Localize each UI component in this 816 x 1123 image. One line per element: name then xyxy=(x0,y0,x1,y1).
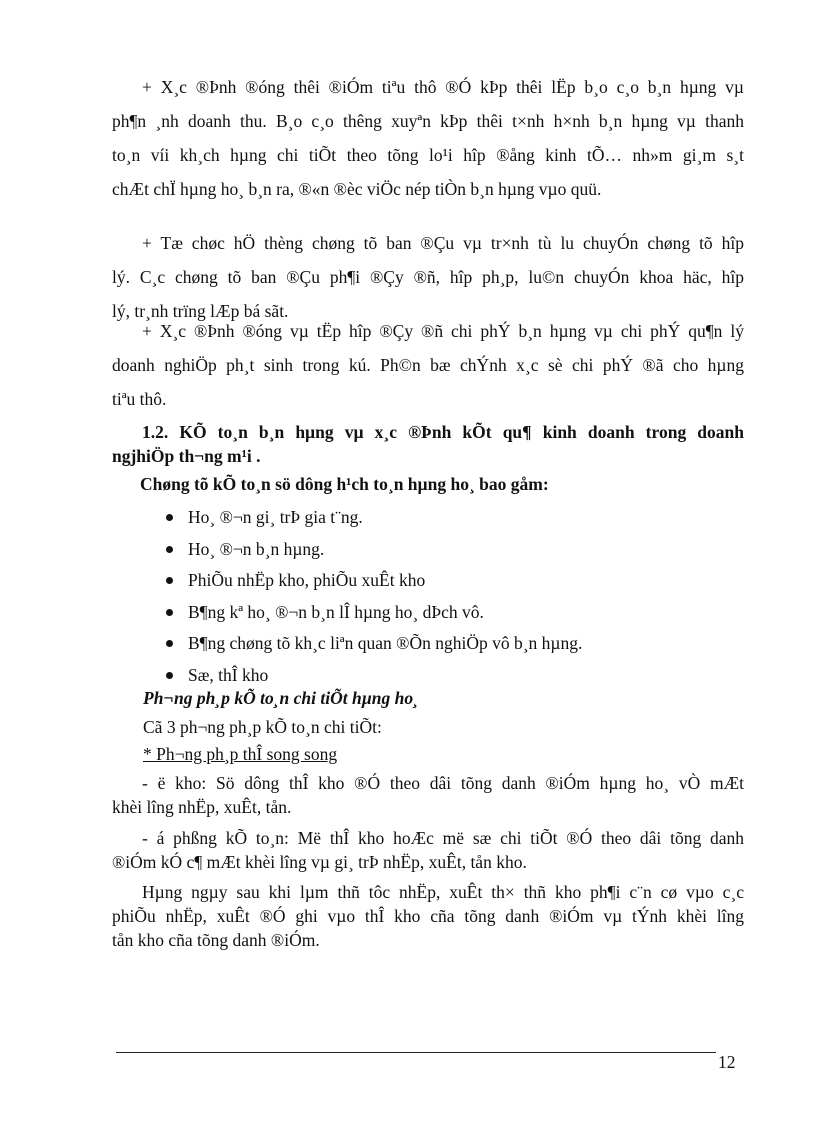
bullet-icon xyxy=(166,577,173,584)
footer-divider xyxy=(116,1052,716,1053)
paragraph-3 xyxy=(112,314,744,416)
text-line: - á phßng kÕ to¸n: Më thÎ kho hoÆc më sæ chi tiÕt ®Ó theo dâi tõng danh xyxy=(142,828,744,848)
bullet-icon xyxy=(166,609,173,616)
method-intro: Cã 3 ph¬ng ph¸p kÕ to¸n chi tiÕt: xyxy=(143,717,382,737)
text-line: to¸n víi kh¸ch hµng chi tiÕt theo tõng lo¹i hîp ®ång kinh tÕ… nh»m gi¸m s¸t xyxy=(112,145,744,165)
list-item: Sæ, thÎ kho xyxy=(162,660,582,692)
text-line: + X¸c ®Þnh ®óng thêi ®iÓm tiªu thô ®Ó kÞp thêi lËp b¸o c¸o b¸n hµng vµ xyxy=(142,77,744,97)
text-line: tiªu thô. xyxy=(112,389,167,409)
text-line: + Tæ chøc hÖ thèng chøng tõ ban ®Çu vµ tr×nh tù lu chuyÓn chøng tõ hîp xyxy=(142,233,744,253)
paragraph-ketoan xyxy=(112,826,744,874)
list-item: Ho¸ ®¬n b¸n hµng. xyxy=(162,534,582,566)
paragraph-1 xyxy=(112,70,744,206)
list-item: B¶ng kª ho¸ ®¬n b¸n lÎ hµng ho¸ dÞch vô. xyxy=(162,597,582,629)
heading-line: ngjhiÖp th¬ng m¹i . xyxy=(112,446,261,466)
text-line: lý. C¸c chøng tõ ban ®Çu ph¶i ®Çy ®ñ, hîp ph¸p, lu©n chuyÓn khoa häc, hîp xyxy=(112,267,744,287)
documents-subheading: Chøng tõ kÕ to¸n sö dông h¹ch to¸n hµng ho¸ bao gåm: xyxy=(140,474,549,494)
method-name: * Ph¬ng ph¸p thÎ song song xyxy=(143,744,338,764)
text-line: chÆt chÏ hµng ho¸ b¸n ra, ®«n ®èc viÖc nép tiÒn b¸n hµng vµo quü. xyxy=(112,179,602,199)
page-number: 12 xyxy=(718,1052,736,1072)
bullet-icon xyxy=(166,640,173,647)
text-line: phiÕu nhËp, xuÊt ®Ó ghi vµo thÎ kho cña tõng danh ®iÓm vµ tÝnh khèi lîng xyxy=(112,906,744,926)
documents-list xyxy=(162,502,582,691)
paragraph-kho xyxy=(112,771,744,819)
text-line: doanh nghiÖp ph¸t sinh trong kú. Ph©n bæ chÝnh x¸c sè chi phÝ ®ã cho hµng xyxy=(112,355,744,375)
bullet-icon xyxy=(166,672,173,679)
paragraph-daily xyxy=(112,880,744,952)
bullet-icon xyxy=(166,546,173,553)
text-line: lý, tr¸nh trïng lÆp bá sãt. xyxy=(112,301,289,321)
list-item: Ho¸ ®¬n gi¸ trÞ gia t¨ng. xyxy=(162,502,582,534)
bullet-icon xyxy=(166,514,173,521)
list-item: B¶ng chøng tõ kh¸c liªn quan ®Õn nghiÖp vô b¸n hµng. xyxy=(162,628,582,660)
method-title: Ph¬ng ph¸p kÕ to¸n chi tiÕt hµng ho¸ xyxy=(143,688,419,708)
list-item: PhiÕu nhËp kho, phiÕu xuÊt kho xyxy=(162,565,582,597)
text-line: Hµng ngµy sau khi lµm thñ tôc nhËp, xuÊt th× thñ kho ph¶i c¨n cø vµo c¸c xyxy=(142,882,744,902)
paragraph-2 xyxy=(112,226,744,328)
text-line: ®iÓm kÓ c¶ mÆt khèi lîng vµ gi¸ trÞ nhËp, xuÊt, tån kho. xyxy=(112,852,527,872)
text-line: tån kho cña tõng danh ®iÓm. xyxy=(112,930,320,950)
text-line: ph¶n ¸nh doanh thu. B¸o c¸o thêng xuyªn kÞp thêi t×nh h×nh b¸n hµng vµ thanh xyxy=(112,111,744,131)
text-line: khèi lîng nhËp, xuÊt, tån. xyxy=(112,797,292,817)
text-line: + X¸c ®Þnh ®óng vµ tËp hîp ®Çy ®ñ chi phÝ b¸n hµng vµ chi phÝ qu¶n lý xyxy=(142,321,744,341)
section-heading xyxy=(112,420,744,468)
heading-line: 1.2. KÕ to¸n b¸n hµng vµ x¸c ®Þnh kÕt qu¶ kinh doanh trong doanh xyxy=(142,422,744,442)
text-line: - ë kho: Sö dông thÎ kho ®Ó theo dâi tõng danh ®iÓm hµng ho¸ vÒ mÆt xyxy=(142,773,744,793)
